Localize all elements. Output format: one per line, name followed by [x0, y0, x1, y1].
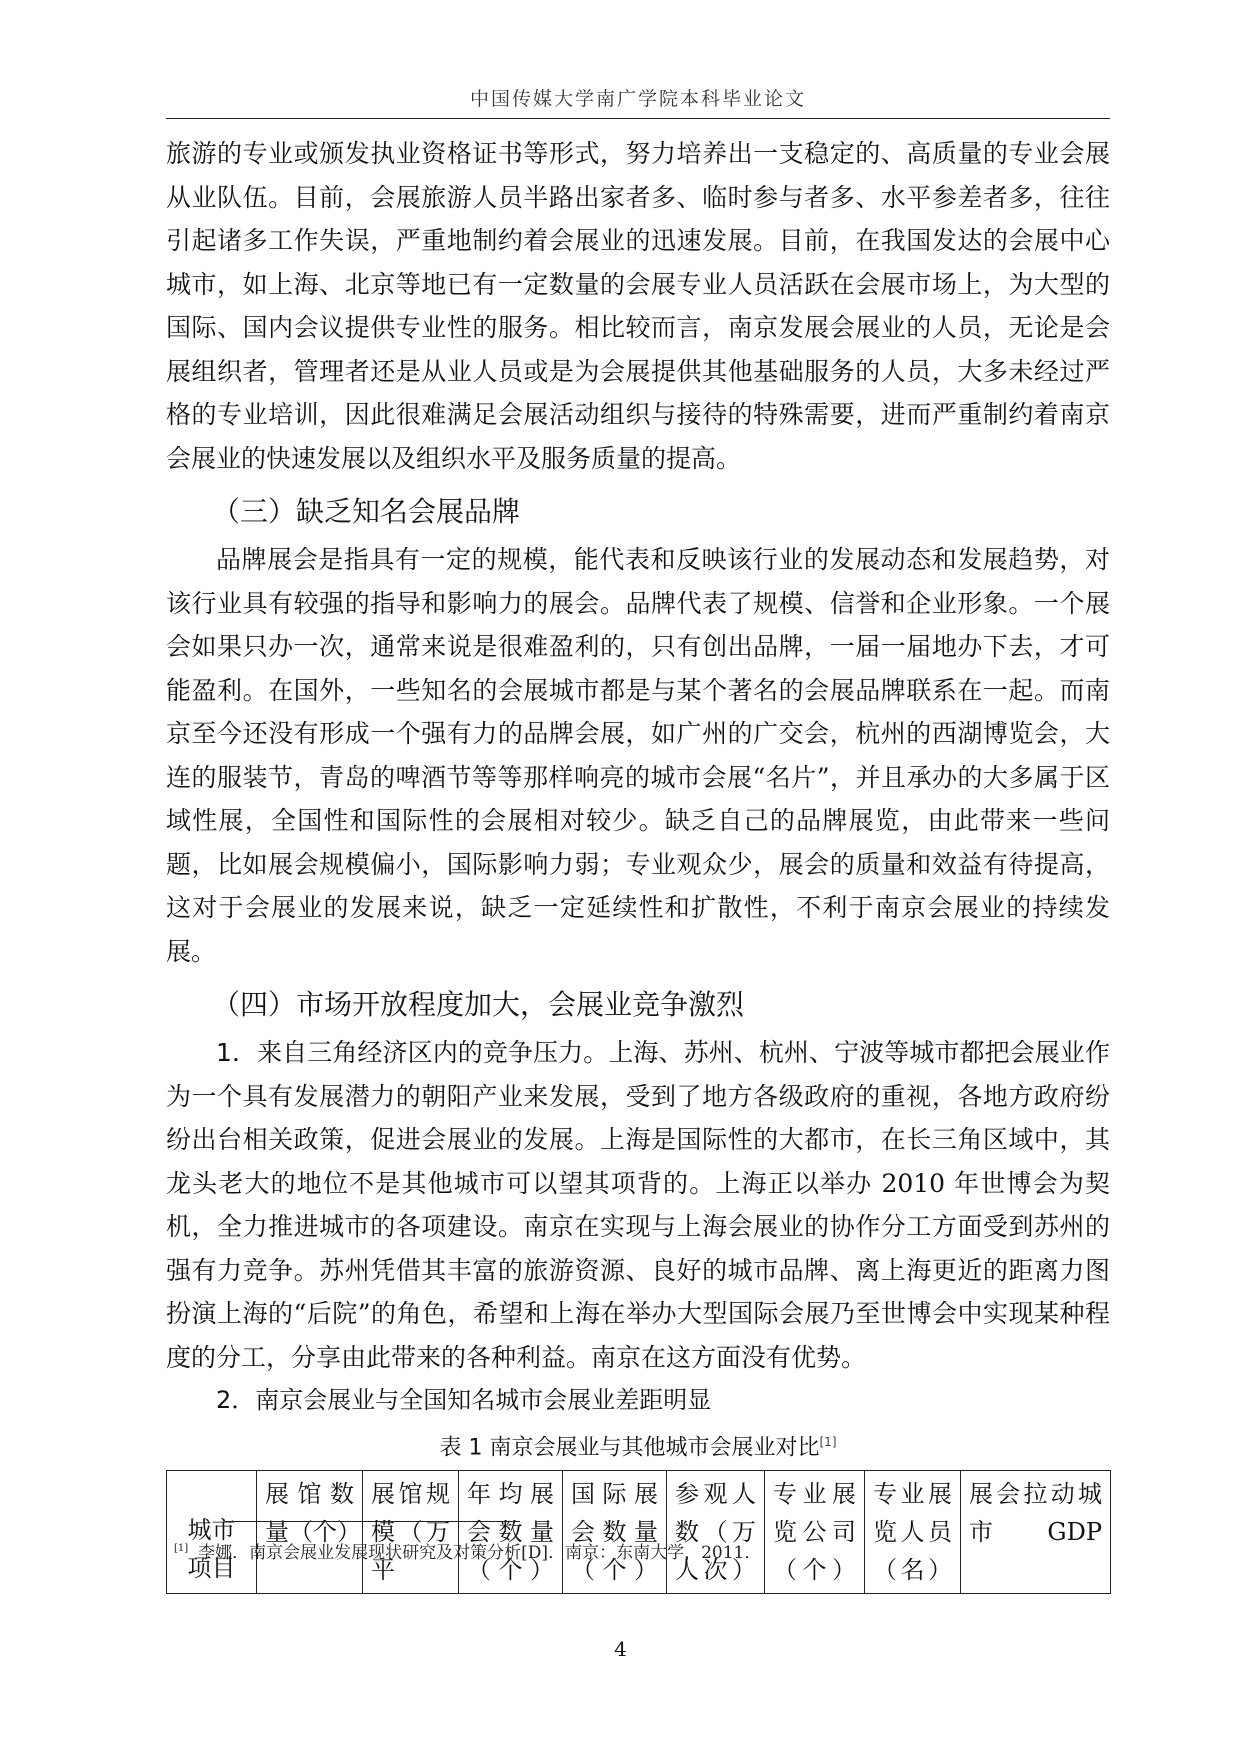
paragraph-competition-text: 上海、苏州、杭州、宁波等城市都把会展业作为一个具有发展潜力的朝阳产业来发展，受到了地方各级政府的重视，各地方政府纷纷出台相关政策，促进会展业的发展。上海是国际性的大都市，在长三角区域中，其龙头老大的地位不是其他城市可以望其项背的。上海正以举办 2010 年世博会为契机，全力推进城市的各项建设。南京在实现与上海会展业的协作分工方面受到苏州的强有力竞争。苏州凭借其丰富的旅游资源、良好的城市品牌、离上海更近的距离力图扮演上海的“后院”的角色，希望和上海在举办大型国际会展乃至世博会中实现某种程度的分工，分享由此带来的各种利益。南京在这方面没有优势。 — [166, 1038, 1110, 1372]
paragraph-lead: 1．来自三角经济区内的竞争压力。 — [216, 1038, 609, 1067]
running-header: 中国传媒大学南广学院本科毕业论文 — [469, 88, 806, 110]
table-header-cell: 专业展览人员（名） — [865, 1471, 961, 1594]
table-header-cell: 展会拉动城市GDP — [961, 1471, 1111, 1594]
paragraph-staff: 旅游的专业或颁发执业资格证书等形式，努力培养出一支稳定的、高质量的专业会展从业队伍。目前，会展旅游人员半路出家者多、临时参与者多、水平参差者多，往往引起诸多工作失误，严重地制约着会展业的迅速发展。目前，在我国发达的会展中心城市，如上海、北京等地已有一定数量的会展专业人员活跃在会展市场上，为大型的国际、国内会议提供专业性的服务。相比较而言，南京发展会展业的人员，无论是会展组织者，管理者还是从业人员或是为会展提供其他基础服务的人员，大多未经过严格的专业培训，因此很难满足会展活动组织与接待的特殊需要，进而严重制约着南京会展业的快速发展以及组织水平及服务质量的提高。 — [166, 139, 1110, 473]
footnote-text: 李娜．南京会展业发展现状研究及对策分析[D]．南京：东南大学，2011． — [198, 1543, 762, 1563]
table-header-cell: 参观人数（万人次） — [667, 1471, 765, 1594]
table-caption-text: 表 1 南京会展业与其他城市会展业对比 — [439, 1435, 820, 1461]
table-header-cell: 展馆规模（万平 — [363, 1471, 459, 1594]
corner-top-label: 城市 — [187, 1516, 236, 1545]
subsection-item-2: 2．南京会展业与全国知名城市会展业差距明显 — [216, 1386, 712, 1414]
section-heading-brand: （三）缺乏知名会展品牌 — [212, 495, 521, 528]
paragraph-brand: 品牌展会是指具有一定的规模，能代表和反映该行业的发展动态和发展趋势，对该行业具有较强的指导和影响力的展会。品牌代表了规模、信誉和企业形象。一个展会如果只办一次，通常来说是很难盈利的，只有创出品牌，一届一届地办下去，才可能盈利。在国外，一些知名的会展城市都是与某个著名的会展品牌联系在一起。而南京至今还没有形成一个强有力的品牌会展，如广州的广交会，杭州的西湖博览会，大连的服装节，青岛的啤酒节等等那样响亮的城市会展“名片”，并且承办的大多属于区域性展，全国性和国际性的会展相对较少。缺乏自己的品牌展览，由此带来一些问题，比如展会规模偏小，国际影响力弱；专业观众少，展会的质量和效益有待提高，这对于会展业的发展来说，缺乏一定延续性和扩散性，不利于南京会展业的持续发展。 — [166, 545, 1110, 966]
table-corner-cell — [167, 1471, 257, 1594]
table-header-row — [167, 1471, 1111, 1594]
section-heading-competition: （四）市场开放程度加大，会展业竞争激烈 — [212, 988, 745, 1021]
corner-bottom-label: 项目 — [187, 1554, 236, 1583]
comparison-table — [166, 1470, 1111, 1594]
table-header-cell: 年均展会数量（个） — [459, 1471, 563, 1594]
header-rule — [166, 118, 1110, 119]
table-header-cell: 专业展览公司（个） — [765, 1471, 865, 1594]
footnote-mark: [1] — [174, 1543, 189, 1555]
paragraph-competition — [166, 1031, 1110, 1379]
table-header-cell: 展馆数量（个） — [257, 1471, 363, 1594]
table-caption — [166, 1426, 1110, 1464]
footnote-rule — [225, 1521, 520, 1522]
footnote — [174, 1538, 761, 1563]
page-body — [166, 132, 1110, 1594]
page-number: 4 — [614, 1637, 627, 1661]
table-header-cell: 国际展会数量（个） — [563, 1471, 667, 1594]
table-caption-ref: [1] — [819, 1435, 837, 1449]
